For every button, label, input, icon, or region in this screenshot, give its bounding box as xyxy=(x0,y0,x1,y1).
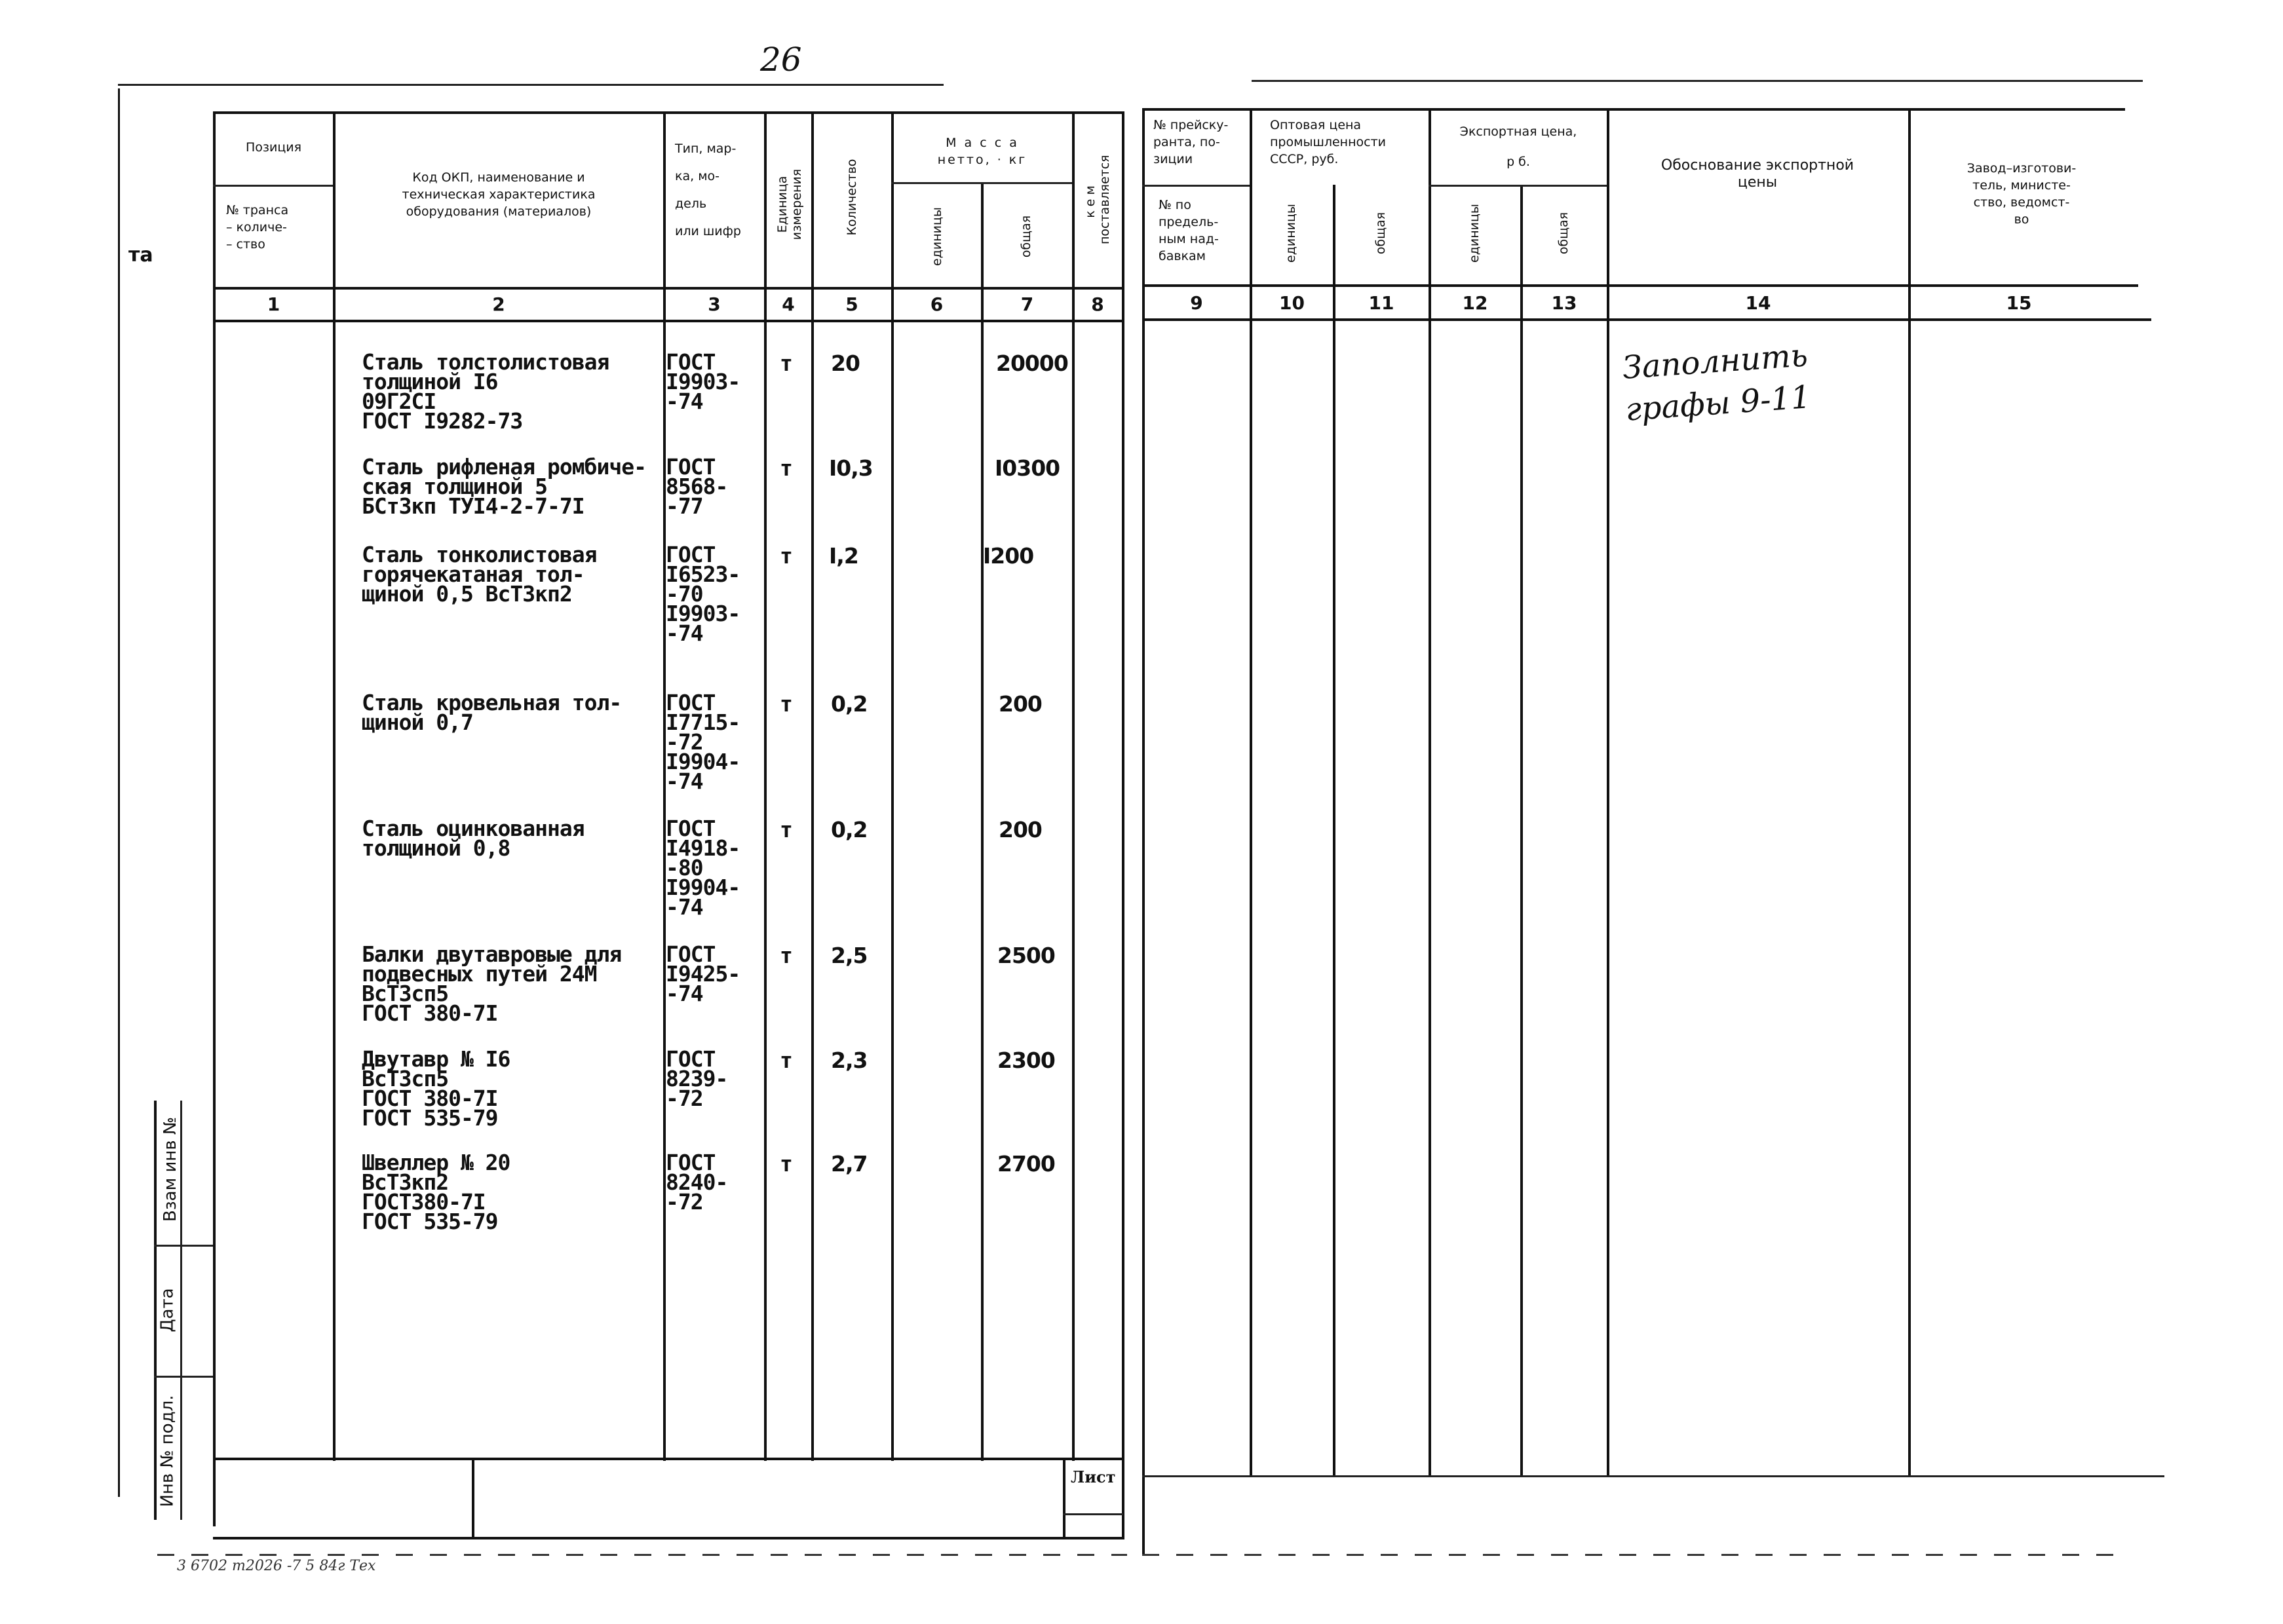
colnum-5: 5 xyxy=(845,293,858,315)
handwritten-note: Заполнить графы 9-11 xyxy=(1621,337,1813,428)
hdr-wholesale-unit: единицы xyxy=(1284,204,1298,263)
colnum-14: 14 xyxy=(1745,292,1771,314)
left-mark: та xyxy=(128,244,153,267)
hdr-trans-qty: № транса – количе- – ство xyxy=(226,203,289,252)
row2-qty: I0,3 xyxy=(829,455,873,481)
side-stamp-date: Дата xyxy=(157,1288,178,1332)
hdr-export-price: Экспортная цена, р б. xyxy=(1459,124,1577,169)
row3-total: I200 xyxy=(983,543,1034,569)
top-rule xyxy=(118,84,944,86)
colnum-6: 6 xyxy=(930,293,944,315)
row3-unit: т xyxy=(780,543,792,569)
colnum-9: 9 xyxy=(1190,292,1203,314)
hdr-total: общая xyxy=(1019,215,1033,258)
footer-dash-left xyxy=(157,1554,1127,1556)
colnum-13: 13 xyxy=(1551,292,1577,314)
hdr-wholesale-total: общая xyxy=(1373,212,1388,255)
row1-unit: т xyxy=(780,350,792,376)
row1-type: ГОСТ I9903- -74 xyxy=(666,349,740,414)
right-header-bottom xyxy=(1142,284,2138,287)
footer-text: 3 6702 т2026 -7 5 84г Тех xyxy=(177,1558,376,1574)
row8-name: Швеллер № 20 ВсТ3кп2 ГОСТ380-7I ГОСТ 535-79 xyxy=(362,1150,510,1234)
hdr-manufacturer: Завод–изготови- тель, министе- ство, ведомст- во xyxy=(1966,161,2077,227)
hdr-mass: М а с с а нетто, · кг xyxy=(937,136,1027,167)
row5-type: ГОСТ I4918- -80 I9904- -74 xyxy=(666,816,740,920)
row1-qty: 20 xyxy=(831,350,860,376)
stamp-line-c xyxy=(1063,1513,1123,1515)
col-line-6 xyxy=(981,183,984,1461)
row4-total: 200 xyxy=(999,691,1042,717)
row4-qty: 0,2 xyxy=(831,691,868,717)
row5-total: 200 xyxy=(999,817,1042,842)
rcol-line-0 xyxy=(1142,108,1145,1556)
right-header-top xyxy=(1142,108,2125,111)
right-header-mid-a xyxy=(1142,185,1250,187)
side-stamp-col xyxy=(180,1101,182,1520)
row7-name: Двутавр № I6 ВсТ3сп5 ГОСТ 380-7I ГОСТ 535-79 xyxy=(362,1046,510,1131)
right-body-bottom xyxy=(1142,1475,2164,1477)
hdr-supplied-by: к е м поставляется xyxy=(1083,155,1112,244)
hdr-position: Позиция xyxy=(245,140,302,155)
row7-unit: т xyxy=(780,1048,792,1073)
rcol-line-2 xyxy=(1333,185,1335,1477)
top-rule-right xyxy=(1252,80,2143,82)
row6-type: ГОСТ I9425- -74 xyxy=(666,941,740,1006)
col-line-0 xyxy=(213,111,216,1526)
mass-header-mid xyxy=(891,182,1072,184)
hdr-pricelist: № прейску- ранта, по- зиции xyxy=(1153,118,1229,166)
colnum-2: 2 xyxy=(492,293,505,315)
colnum-1: 1 xyxy=(267,293,280,315)
row8-type: ГОСТ 8240- -72 xyxy=(666,1150,728,1215)
hdr-unit: Единица измерения xyxy=(775,168,804,240)
page-number: 26 xyxy=(760,41,802,79)
row8-total: 2700 xyxy=(997,1151,1055,1177)
colnum-11: 11 xyxy=(1368,292,1394,314)
hdr-export-unit: единицы xyxy=(1467,204,1482,263)
row4-type: ГОСТ I7715- -72 I9904- -74 xyxy=(666,690,740,794)
row7-qty: 2,3 xyxy=(831,1048,868,1073)
hdr-wholesale: Оптовая цена промышленности СССР, руб. xyxy=(1270,118,1386,166)
colnum-3: 3 xyxy=(708,293,721,315)
row1-total: 20000 xyxy=(996,350,1068,376)
hdr-justification: Обоснование экспортной цены xyxy=(1660,157,1854,191)
sheet-label: Лист xyxy=(1071,1467,1116,1486)
frame-stamp-left xyxy=(154,1101,157,1520)
colnum-10: 10 xyxy=(1279,292,1305,314)
colnum-8: 8 xyxy=(1091,293,1104,315)
row7-total: 2300 xyxy=(997,1048,1055,1073)
stamp-line-b xyxy=(1063,1458,1065,1539)
side-stamp-sep-2 xyxy=(154,1376,213,1378)
row5-unit: т xyxy=(780,817,792,842)
rcol-line-4 xyxy=(1520,185,1523,1477)
footer-dash-right xyxy=(1142,1554,2125,1556)
left-header-bottom xyxy=(213,287,1124,290)
colnum-15: 15 xyxy=(2006,292,2032,314)
frame-left xyxy=(118,88,120,1497)
hdr-unit-each: единицы xyxy=(930,207,944,266)
stamp-bottom xyxy=(213,1537,1124,1539)
col-line-8 xyxy=(1122,111,1124,1539)
row6-name: Балки двутавровые для подвесных путей 24М ВсТ3сп5 ГОСТ 380-7I xyxy=(362,941,622,1026)
row2-type: ГОСТ 8568- -77 xyxy=(666,454,728,519)
left-numbers-bottom xyxy=(213,320,1124,322)
row3-name: Сталь тонколистовая горячекатаная тол- щиной 0,5 ВсТ3кп2 xyxy=(362,542,597,607)
row3-type: ГОСТ I6523- -70 I9903- -74 xyxy=(666,542,740,646)
side-stamp-replace: Взам инв № xyxy=(161,1117,180,1222)
row2-total: I0300 xyxy=(995,455,1060,481)
row8-unit: т xyxy=(780,1151,792,1177)
row7-type: ГОСТ 8239- -72 xyxy=(666,1046,728,1111)
row1-name: Сталь толстолистовая толщиной I6 09Г2СI ГОСТ I9282-73 xyxy=(362,349,609,434)
hdr-export-total: общая xyxy=(1556,212,1571,255)
hdr-pricelist-sub: № по предель- ным над- бавкам xyxy=(1159,198,1219,263)
row5-qty: 0,2 xyxy=(831,817,868,842)
right-header-mid-b xyxy=(1429,185,1607,187)
row2-name: Сталь рифленая ромбиче- ская толщиной 5 БСт3кп ТУI4-2-7-7I xyxy=(362,454,646,519)
side-stamp-sep-1 xyxy=(154,1245,213,1247)
row6-unit: т xyxy=(780,943,792,968)
stamp-line-a xyxy=(472,1458,474,1539)
left-body-bottom xyxy=(213,1458,1124,1460)
row3-qty: I,2 xyxy=(829,543,858,569)
row8-qty: 2,7 xyxy=(831,1151,868,1177)
colnum-4: 4 xyxy=(782,293,795,315)
hdr-qty: Количество xyxy=(845,159,859,236)
colnum-12: 12 xyxy=(1462,292,1488,314)
right-numbers-bottom xyxy=(1142,318,2151,321)
left-header-top xyxy=(213,111,1124,114)
colnum-7: 7 xyxy=(1020,293,1034,315)
left-header-mid xyxy=(213,185,333,187)
side-stamp-inv: Инв № подл. xyxy=(157,1395,178,1507)
row5-name: Сталь оцинкованная толщиной 0,8 xyxy=(362,816,585,861)
row6-total: 2500 xyxy=(997,943,1055,968)
row6-qty: 2,5 xyxy=(831,943,868,968)
row4-name: Сталь кровельная тол- щиной 0,7 xyxy=(362,690,622,735)
hdr-okp: Код ОКП, наименование и техническая характеристика оборудования (материалов) xyxy=(402,170,596,219)
row4-unit: т xyxy=(780,691,792,717)
row2-unit: т xyxy=(780,455,792,481)
hdr-type: Тип, мар- ка, мо- дель или шифр xyxy=(675,142,741,238)
